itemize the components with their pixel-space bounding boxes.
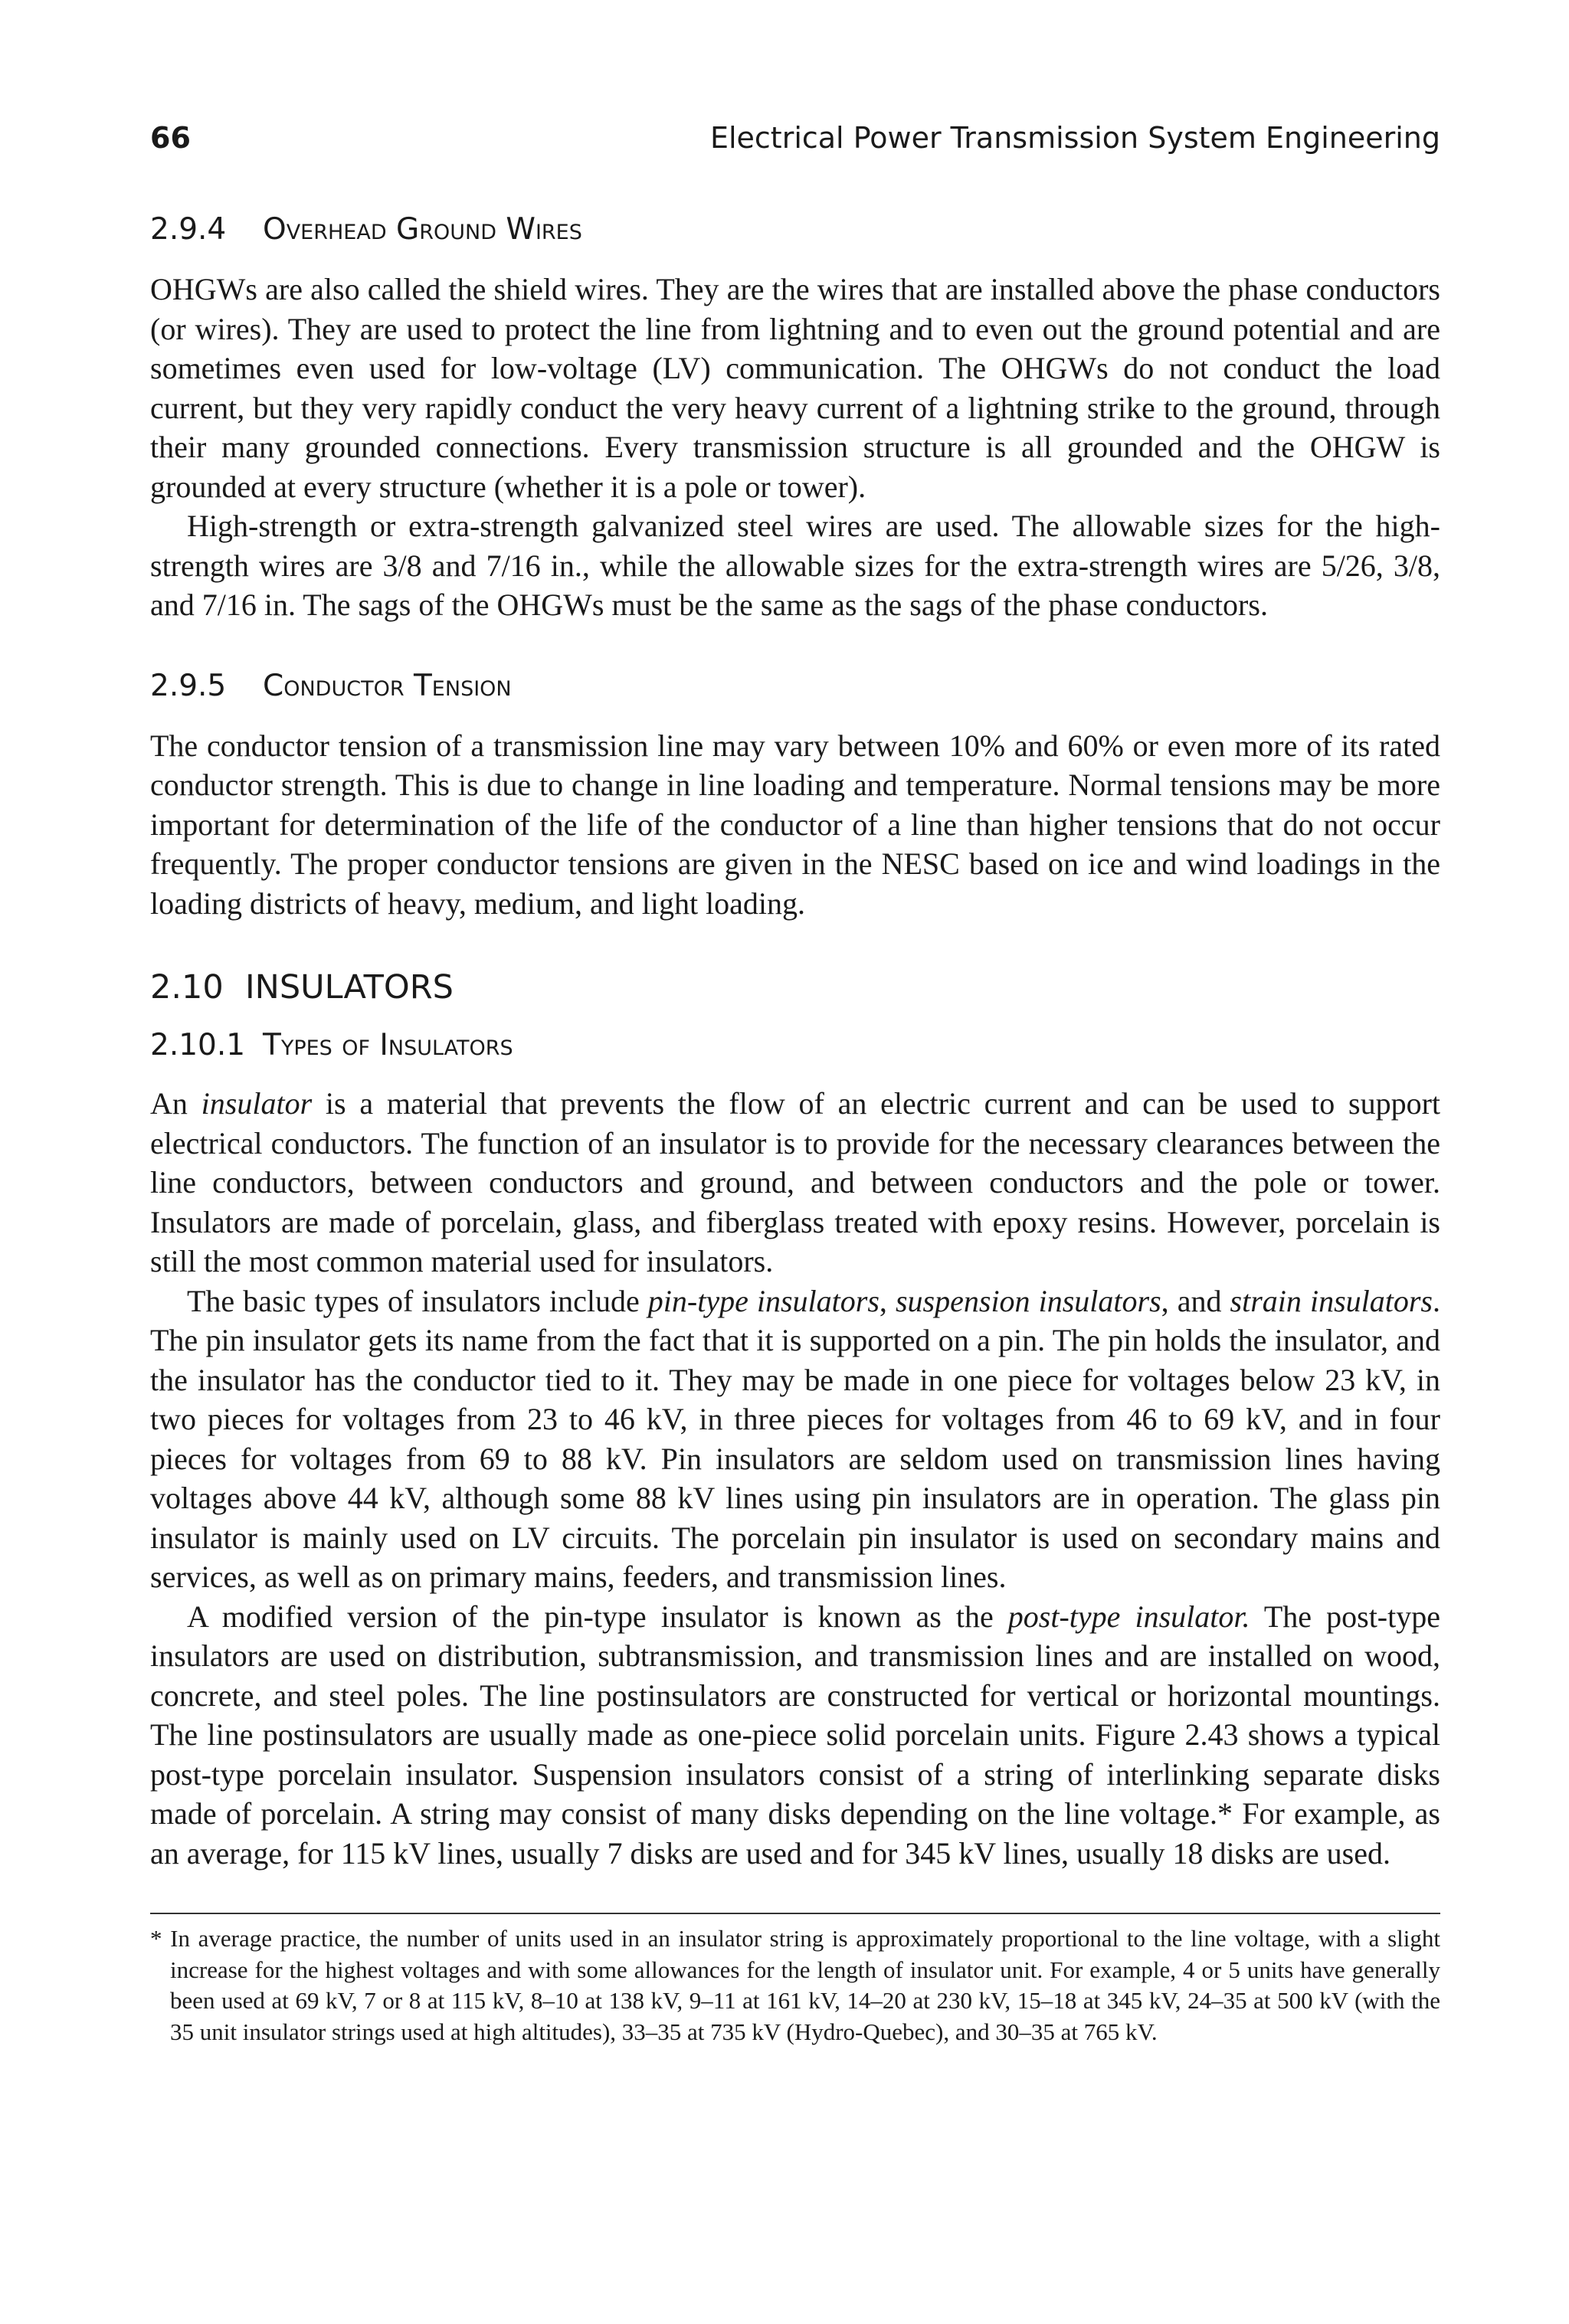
heading-title: INSULATORS — [245, 968, 454, 1007]
footnote-rule — [150, 1913, 1440, 1914]
heading-number: 2.10.1 — [150, 1028, 246, 1062]
paragraph-insulator-definition: An insulator is a material that prevents the flow of an electric current and can be used to support electrical conductors. The function of an insulator is to provide for the necessary clearances between the line conductors, between conductors and ground, and between conductors and the pole or tower. Insulators are made of porcelain, glass, and fiberglass treated with epoxy resins. However, porcelain is still the most common material used for insulators. — [150, 1086, 1440, 1278]
heading-types-of-insulators — [150, 1024, 1440, 1067]
term-strain: strain insulators — [1230, 1283, 1433, 1318]
term-post-type: post-type insulator. — [1007, 1599, 1250, 1634]
heading-conductor-tension — [150, 665, 1440, 708]
paragraph-conductor-tension: The conductor tension of a transmission line may vary between 10% and 60% or even more of its rated conductor strength. This is due to change in line loading and temperature. Normal tensions may be more important for determination of the life of the conductor of a line than higher tensions that do not occur frequently. The proper conductor tensions are given in the NESC based on ice and wind loadings in the loading districts of heavy, medium, and light loading. — [150, 728, 1440, 921]
paragraph-post-type: A modified version of the pin-type insulator is known as the post-type insulator. The post-type insulators are used on distribution, subtransmission, and transmission lines and are installed on wood, concrete, and steel poles. The line postinsulators are constructed for vertical or horizontal mountings. The line postinsulators are usually made as one-piece solid porcelain units. Figure 2.43 shows a typical post-type porcelain insulator. Suspension insulators consist of a string of interlinking separate disks made of porcelain. A string may consist of many disks depending on the line voltage.* For example, as an average, for 115 kV lines, usually 7 disks are used and for 345 kV lines, usually 18 disks are used. — [150, 1599, 1440, 1871]
term-insulator: insulator — [201, 1086, 313, 1121]
term-pin-type: pin-type insulators — [647, 1283, 879, 1318]
running-head — [150, 115, 1440, 161]
heading-number: 2.10 — [150, 968, 224, 1007]
heading-title: Overhead Ground Wires — [263, 212, 582, 247]
heading-title: Conductor Tension — [263, 668, 512, 703]
page — [150, 115, 1440, 2047]
footnote: * In average practice, the number of units used in an insulator string is approximately proportional to the line voltage, with a slight increase for the highest voltages and with some allowances for the length of insulator unit. For example, 4 or 5 units have generally been used at 69 kV, 7 or 8 at 115 kV, 8–10 at 138 kV, 9–11 at 161 kV, 14–20 at 230 kV, 15–18 at 345 kV, 24–35 at 500 kV (with the 35 unit insulator strings used at high altitudes), 33–35 at 735 kV (Hydro-Quebec), and 30–35 at 765 kV. — [150, 1925, 1440, 2045]
page-number: 66 — [150, 121, 191, 155]
heading-insulators — [150, 964, 1440, 1010]
heading-number: 2.9.4 — [150, 212, 227, 247]
paragraph-ohgw-intro: OHGWs are also called the shield wires. They are the wires that are installed above the phase conductors (or wires). They are used to protect the line from lightning and to even out the ground potential and are sometimes even used for low-voltage (LV) communication. The OHGWs do not conduct the load current, but they very rapidly conduct the very heavy current of a lightning strike to the ground, through their many grounded connections. Every transmission structure is all grounded and the OHGW is grounded at every structure (whether it is a pole or tower). — [150, 272, 1440, 504]
book-title: Electrical Power Transmission System Engineering — [709, 121, 1440, 155]
heading-title: Types of Insulators — [263, 1028, 513, 1062]
paragraph-insulator-types: The basic types of insulators include pin-type insulators, suspension insulators, and strain insulators. The pin insulator gets its name from the fact that it is supported on a pin. The pin holds the insulator, and the insulator has the conductor tied to it. They may be made in one piece for voltages below 23 kV, in two pieces for voltages from 23 to 46 kV, in three pieces for voltages from 46 to 69 kV, and in four pieces for voltages from 69 to 88 kV. Pin insulators are seldom used on transmission lines having voltages above 44 kV, although some 88 kV lines using pin insulators are in operation. The glass pin insulator is mainly used on LV circuits. The porcelain pin insulator is used on secondary mains and services, as well as on primary mains, feeders, and transmission lines. — [150, 1283, 1440, 1594]
paragraph-ohgw-sizes: High-strength or extra-strength galvanized steel wires are used. The allowable sizes for the high-strength wires are 3/8 and 7/16 in., while the allowable sizes for the extra-strength wires are 5/26, 3/8, and 7/16 in. The sags of the OHGWs must be the same as the sags of the phase conductors. — [150, 509, 1440, 622]
term-suspension: suspension insulators — [895, 1283, 1161, 1318]
heading-number: 2.9.5 — [150, 668, 227, 703]
heading-overhead-ground-wires — [150, 208, 1440, 251]
